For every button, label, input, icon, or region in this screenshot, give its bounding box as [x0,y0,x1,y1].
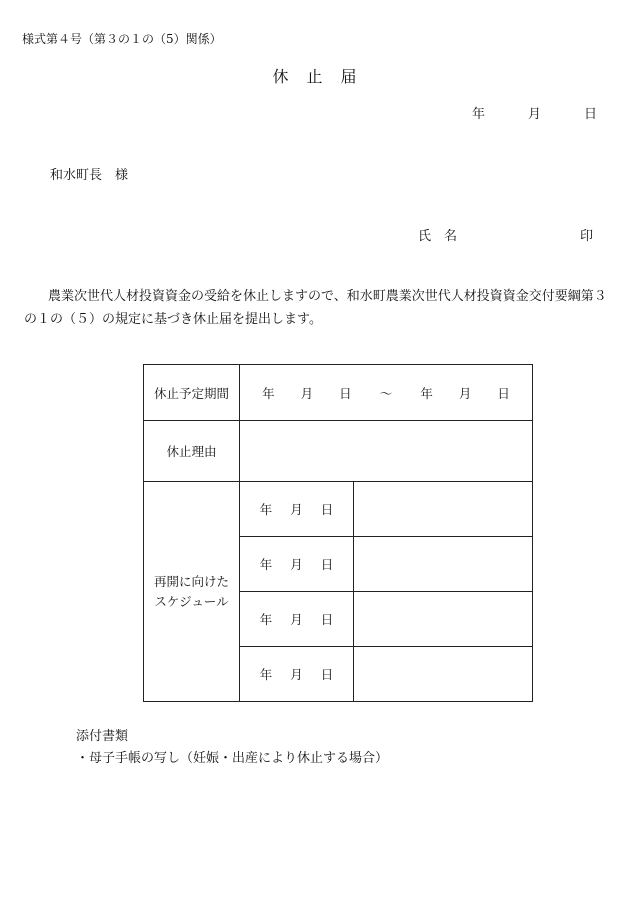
form-number: 様式第４号（第３の１の（5）関係） [22,32,222,46]
schedule-day: 日 [320,557,334,572]
seal-label: 印 [579,229,593,244]
period-end-year: 年 [420,385,433,401]
schedule-content[interactable] [354,647,533,702]
reason-label: 休止理由 [144,421,240,482]
period-row [144,365,533,421]
body-text [24,285,614,331]
period-start-day: 日 [339,385,352,401]
date-year-label: 年 [471,107,485,122]
name-label: 氏 名 [418,229,458,244]
schedule-month: 月 [290,612,303,627]
period-tilde: 〜 [379,385,393,401]
schedule-date[interactable] [240,482,354,537]
addressee: 和水町長 様 [50,168,129,183]
attachments-label: 添付書類 [76,729,129,744]
period-end-day: 日 [497,385,510,401]
schedule-date[interactable] [240,647,354,702]
schedule-day: 日 [320,502,334,517]
schedule-content[interactable] [354,592,533,647]
schedule-year: 年 [259,667,273,682]
date-line [472,103,597,122]
attachments-item: ・母子手帳の写し（妊娠・出産により休止する場合） [76,751,389,766]
schedule-content[interactable] [354,482,533,537]
schedule-day: 日 [320,612,334,627]
schedule-month: 月 [290,667,303,682]
schedule-month: 月 [290,502,303,517]
schedule-date[interactable] [240,592,354,647]
page-title: 休 止 届 [272,67,358,86]
period-start-month: 月 [300,385,314,401]
period-start-year: 年 [262,385,275,401]
schedule-year: 年 [259,612,273,627]
date-month-label: 月 [527,107,541,122]
schedule-day: 日 [320,667,334,682]
reason-value[interactable] [240,421,533,482]
schedule-year: 年 [259,502,273,517]
period-label: 休止予定期間 [144,365,240,421]
schedule-month: 月 [290,557,303,572]
schedule-content[interactable] [354,537,533,592]
schedule-label-line1: 再開に向けた [153,573,229,589]
reason-row [144,421,533,482]
period-value[interactable] [240,365,533,421]
schedule-date[interactable] [240,537,354,592]
schedule-row [144,482,533,537]
period-end-month: 月 [458,385,472,401]
date-day-label: 日 [583,107,597,122]
schedule-label-line2: スケジュール [154,593,229,609]
schedule-year: 年 [259,557,273,572]
suspension-table [143,364,533,702]
schedule-label [144,482,240,702]
body-paragraph: 農業次世代人材投資資金の受給を休止しますので、和水町農業次世代人材投資資金交付要綱第３の１の（５）の規定に基づき休止届を提出します。 [24,289,607,327]
